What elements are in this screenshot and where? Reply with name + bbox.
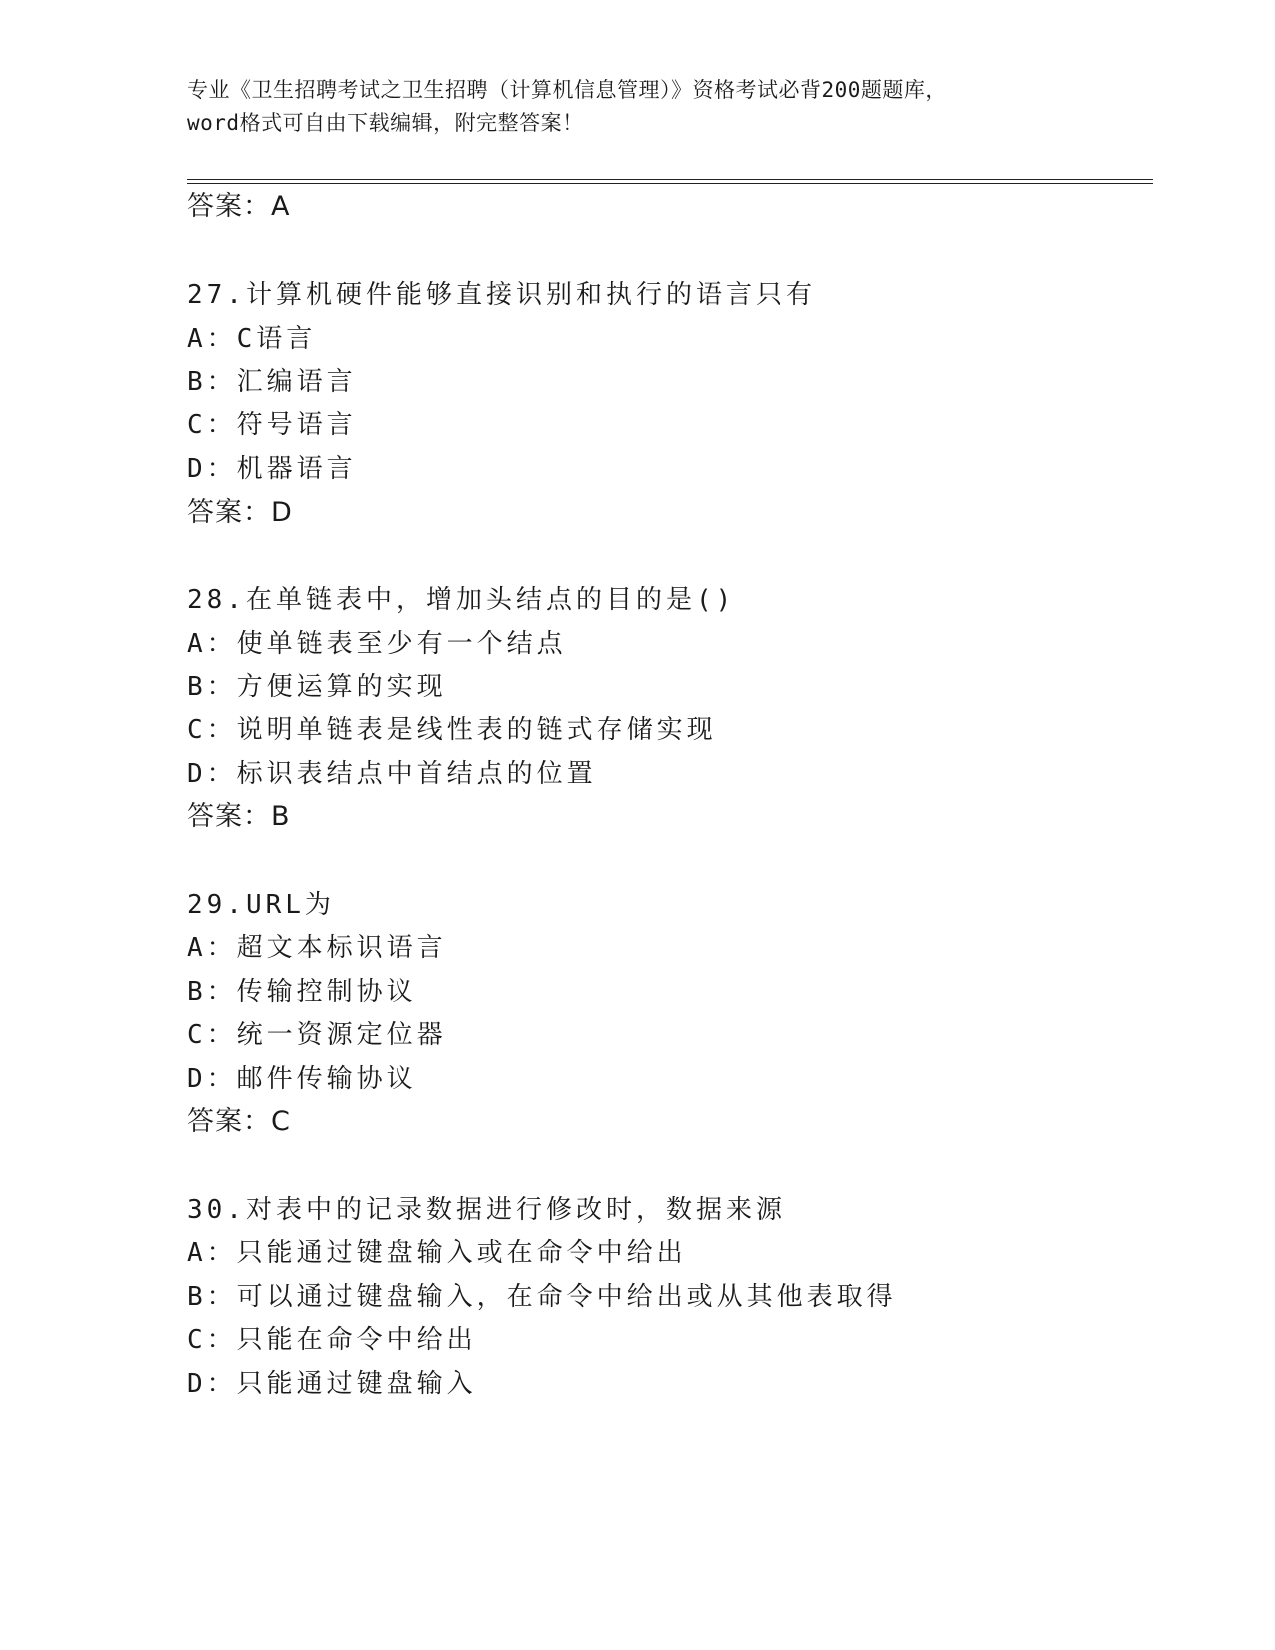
option-b: B：方便运算的实现 <box>187 672 447 702</box>
option-c: C：说明单链表是线性表的链式存储实现 <box>187 715 717 745</box>
option-d: D：只能通过键盘输入 <box>187 1369 477 1399</box>
question-stem: 27.计算机硬件能够直接识别和执行的语言只有 <box>187 280 816 310</box>
option-c: C：只能在命令中给出 <box>187 1325 477 1355</box>
answer-line: 答案：B <box>187 801 291 832</box>
option-c: C：统一资源定位器 <box>187 1020 447 1050</box>
question-stem: 30.对表中的记录数据进行修改时，数据来源 <box>187 1195 786 1225</box>
option-d: D：标识表结点中首结点的位置 <box>187 759 597 789</box>
question-stem: 28.在单链表中，增加头结点的目的是() <box>187 585 736 615</box>
previous-answer: 答案：A <box>187 191 291 222</box>
header-subtitle-line: word格式可自由下载编辑，附完整答案！ <box>187 111 584 135</box>
header-divider-bottom <box>187 183 1153 184</box>
answer-line: 答案：C <box>187 1106 291 1137</box>
header-title-line: 专业《卫生招聘考试之卫生招聘（计算机信息管理）》资格考试必背200题题库， <box>187 78 947 102</box>
option-b: B：传输控制协议 <box>187 977 417 1007</box>
option-d: D：邮件传输协议 <box>187 1064 417 1094</box>
option-a: A：超文本标识语言 <box>187 933 447 963</box>
option-a: A：C语言 <box>187 324 317 354</box>
question-stem: 29.URL为 <box>187 890 335 920</box>
option-b: B：汇编语言 <box>187 367 357 397</box>
option-d: D：机器语言 <box>187 454 357 484</box>
header-divider-top <box>187 179 1153 180</box>
option-a: A：只能通过键盘输入或在命令中给出 <box>187 1238 687 1268</box>
option-c: C：符号语言 <box>187 410 357 440</box>
document-header <box>187 74 1087 140</box>
option-b: B：可以通过键盘输入，在命令中给出或从其他表取得 <box>187 1282 897 1312</box>
answer-line: 答案：D <box>187 497 293 528</box>
option-a: A：使单链表至少有一个结点 <box>187 629 567 659</box>
